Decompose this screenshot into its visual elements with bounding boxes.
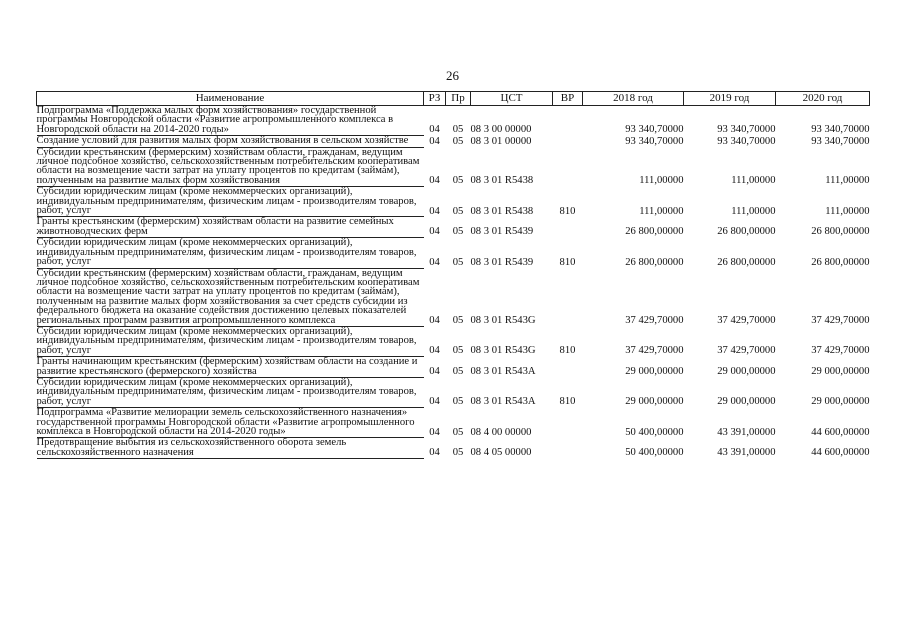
row-amount-2018: 50 400,00000	[625, 426, 684, 438]
row-amount-2020: 26 800,00000	[811, 256, 870, 268]
row-vr	[553, 106, 583, 136]
row-amount-2020: 37 429,70000	[811, 345, 870, 357]
row-pr: 05	[452, 124, 464, 136]
row-name: Подпрограмма «Поддержка малых форм хозяйствования» государственной программы Новгородской области «Развитие агропромышленного комплекса в Новгородской области на 2014-2020 годы»	[37, 106, 424, 136]
row-vr	[553, 147, 583, 187]
header-2020: 2020 год	[776, 92, 870, 106]
row-amount-2020: 26 800,00000	[811, 226, 870, 238]
row-cst: 08 4 00 00000	[470, 426, 532, 438]
row-name: Подпрограмма «Развитие мелиорации земель сельскохозяйственного назначения» государственной программы Новгородской области «Развитие агропромышленного комплекса в Новгородской области на 2014-2020 годы»	[37, 408, 424, 438]
row-cst: 08 3 01 R5438	[470, 205, 534, 217]
row-amount-2020: 29 000,00000	[811, 396, 870, 408]
row-pr: 05	[452, 426, 464, 438]
table-row	[37, 136, 870, 147]
row-amount-2020: 44 600,00000	[811, 447, 870, 459]
row-vr	[553, 438, 583, 459]
table-row	[37, 408, 870, 438]
row-name: Гранты крестьянским (фермерским) хозяйствам области на развитие семейных животноводческих ферм	[37, 217, 424, 238]
row-pr: 05	[452, 226, 464, 238]
table-row	[37, 438, 870, 459]
row-cst: 08 3 01 R543A	[470, 366, 536, 378]
table-row	[37, 187, 870, 217]
row-amount-2018: 37 429,70000	[625, 345, 684, 357]
table-header-row	[37, 92, 870, 106]
row-amount-2019: 93 340,70000	[717, 135, 776, 147]
header-pr: Пр	[446, 92, 471, 106]
row-amount-2018: 50 400,00000	[625, 447, 684, 459]
row-rz: 04	[429, 345, 440, 357]
table-row	[37, 238, 870, 268]
row-vr	[553, 217, 583, 238]
header-name: Наименование	[37, 92, 424, 106]
row-pr: 05	[452, 345, 464, 357]
row-pr: 05	[452, 256, 464, 268]
row-amount-2019: 93 340,70000	[717, 124, 776, 136]
row-amount-2018: 26 800,00000	[625, 256, 684, 268]
row-cst: 08 3 01 R543A	[470, 396, 536, 408]
header-rz: РЗ	[424, 92, 446, 106]
row-rz: 04	[429, 135, 440, 147]
row-amount-2018: 29 000,00000	[625, 366, 684, 378]
header-2018: 2018 год	[583, 92, 684, 106]
row-amount-2019: 111,00000	[731, 205, 776, 217]
row-name: Предотвращение выбытия из сельскохозяйственного оборота земель сельскохозяйственного назначения	[37, 438, 424, 459]
row-amount-2020: 111,00000	[825, 205, 870, 217]
row-cst: 08 3 01 00000	[470, 135, 532, 147]
row-pr: 05	[452, 175, 464, 187]
row-amount-2019: 37 429,70000	[717, 315, 776, 327]
row-amount-2019: 29 000,00000	[717, 366, 776, 378]
row-cst: 08 3 01 R543G	[470, 315, 536, 327]
row-cst: 08 3 01 R5438	[470, 175, 534, 187]
row-name: Субсидии юридическим лицам (кроме некоммерческих организаций), индивидуальным предпринимателям, физическим лицам - производителям товаров, работ, услуг	[37, 326, 424, 356]
table-row	[37, 326, 870, 356]
header-vr: ВР	[553, 92, 583, 106]
row-amount-2020: 93 340,70000	[811, 135, 870, 147]
row-rz: 04	[429, 256, 440, 268]
header-2019: 2019 год	[684, 92, 776, 106]
row-name: Субсидии юридическим лицам (кроме некоммерческих организаций), индивидуальным предпринимателям, физическим лицам - производителям товаров, работ, услуг	[37, 377, 424, 407]
row-name: Субсидии юридическим лицам (кроме некоммерческих организаций), индивидуальным предпринимателям, физическим лицам - производителям товаров, работ, услуг	[37, 238, 424, 268]
row-cst: 08 3 01 R543G	[470, 345, 536, 357]
row-cst: 08 4 05 00000	[470, 447, 532, 459]
row-pr: 05	[452, 205, 464, 217]
row-amount-2018: 93 340,70000	[625, 135, 684, 147]
row-amount-2018: 29 000,00000	[625, 396, 684, 408]
row-amount-2019: 29 000,00000	[717, 396, 776, 408]
row-pr: 05	[452, 135, 464, 147]
table-row	[37, 147, 870, 187]
row-name: Субсидии крестьянским (фермерским) хозяйствам области, гражданам, ведущим личное подсобное хозяйство, сельскохозяйственным потребительским кооперативам области на возмещение части затрат на уплату процентов по кредитам (займам), полученным на развитие малых форм хозяйствования за счет средств субсидии из федерального бюджета на оказание содействия достижению целевых показателей региональных программ развития агропромышленного комплекса	[37, 268, 424, 326]
row-vr: 810	[559, 345, 576, 357]
row-amount-2019: 43 391,00000	[717, 447, 776, 459]
row-vr	[553, 136, 583, 147]
row-amount-2019: 26 800,00000	[717, 256, 776, 268]
row-pr: 05	[452, 447, 464, 459]
row-vr	[553, 268, 583, 326]
row-amount-2020: 37 429,70000	[811, 315, 870, 327]
row-amount-2018: 26 800,00000	[625, 226, 684, 238]
row-amount-2020: 111,00000	[825, 175, 870, 187]
row-vr: 810	[559, 205, 576, 217]
row-amount-2020: 44 600,00000	[811, 426, 870, 438]
row-cst: 08 3 00 00000	[470, 124, 532, 136]
row-amount-2018: 93 340,70000	[625, 124, 684, 136]
table-row	[37, 357, 870, 378]
row-pr: 05	[452, 315, 464, 327]
row-rz: 04	[429, 426, 440, 438]
row-rz: 04	[429, 175, 440, 187]
row-rz: 04	[429, 366, 440, 378]
table-row	[37, 217, 870, 238]
table-row	[37, 377, 870, 407]
row-name: Гранты начинающим крестьянским (фермерским) хозяйствам области на создание и развитие крестьянского (фермерского) хозяйства	[37, 357, 424, 378]
page-number: 26	[446, 68, 459, 83]
row-amount-2018: 37 429,70000	[625, 315, 684, 327]
row-vr: 810	[559, 256, 576, 268]
row-vr	[553, 357, 583, 378]
row-amount-2018: 111,00000	[639, 175, 684, 187]
row-amount-2019: 111,00000	[731, 175, 776, 187]
row-cst: 08 3 01 R5439	[470, 226, 534, 238]
table-row	[37, 106, 870, 136]
row-vr: 810	[559, 396, 576, 408]
row-amount-2018: 111,00000	[639, 205, 684, 217]
row-rz: 04	[429, 226, 440, 238]
row-name: Субсидии крестьянским (фермерским) хозяйствам области, гражданам, ведущим личное подсобное хозяйство, сельскохозяйственным потребительским кооперативам области на возмещение части затрат на уплату процентов по кредитам (займам), полученным на развитие малых форм хозяйствования	[37, 147, 424, 187]
row-amount-2020: 29 000,00000	[811, 366, 870, 378]
row-rz: 04	[429, 205, 440, 217]
row-rz: 04	[429, 447, 440, 459]
row-rz: 04	[429, 315, 440, 327]
row-amount-2019: 43 391,00000	[717, 426, 776, 438]
row-name: Создание условий для развития малых форм хозяйствования в сельском хозяйстве	[37, 136, 424, 147]
row-rz: 04	[429, 124, 440, 136]
row-rz: 04	[429, 396, 440, 408]
row-pr: 05	[452, 366, 464, 378]
row-amount-2019: 37 429,70000	[717, 345, 776, 357]
header-cst: ЦСТ	[471, 92, 553, 106]
budget-table	[36, 91, 870, 459]
row-pr: 05	[452, 396, 464, 408]
row-name: Субсидии юридическим лицам (кроме некоммерческих организаций), индивидуальным предпринимателям, физическим лицам - производителям товаров, работ, услуг	[37, 187, 424, 217]
row-amount-2020: 93 340,70000	[811, 124, 870, 136]
row-amount-2019: 26 800,00000	[717, 226, 776, 238]
table-row	[37, 268, 870, 326]
row-vr	[553, 408, 583, 438]
row-cst: 08 3 01 R5439	[470, 256, 534, 268]
